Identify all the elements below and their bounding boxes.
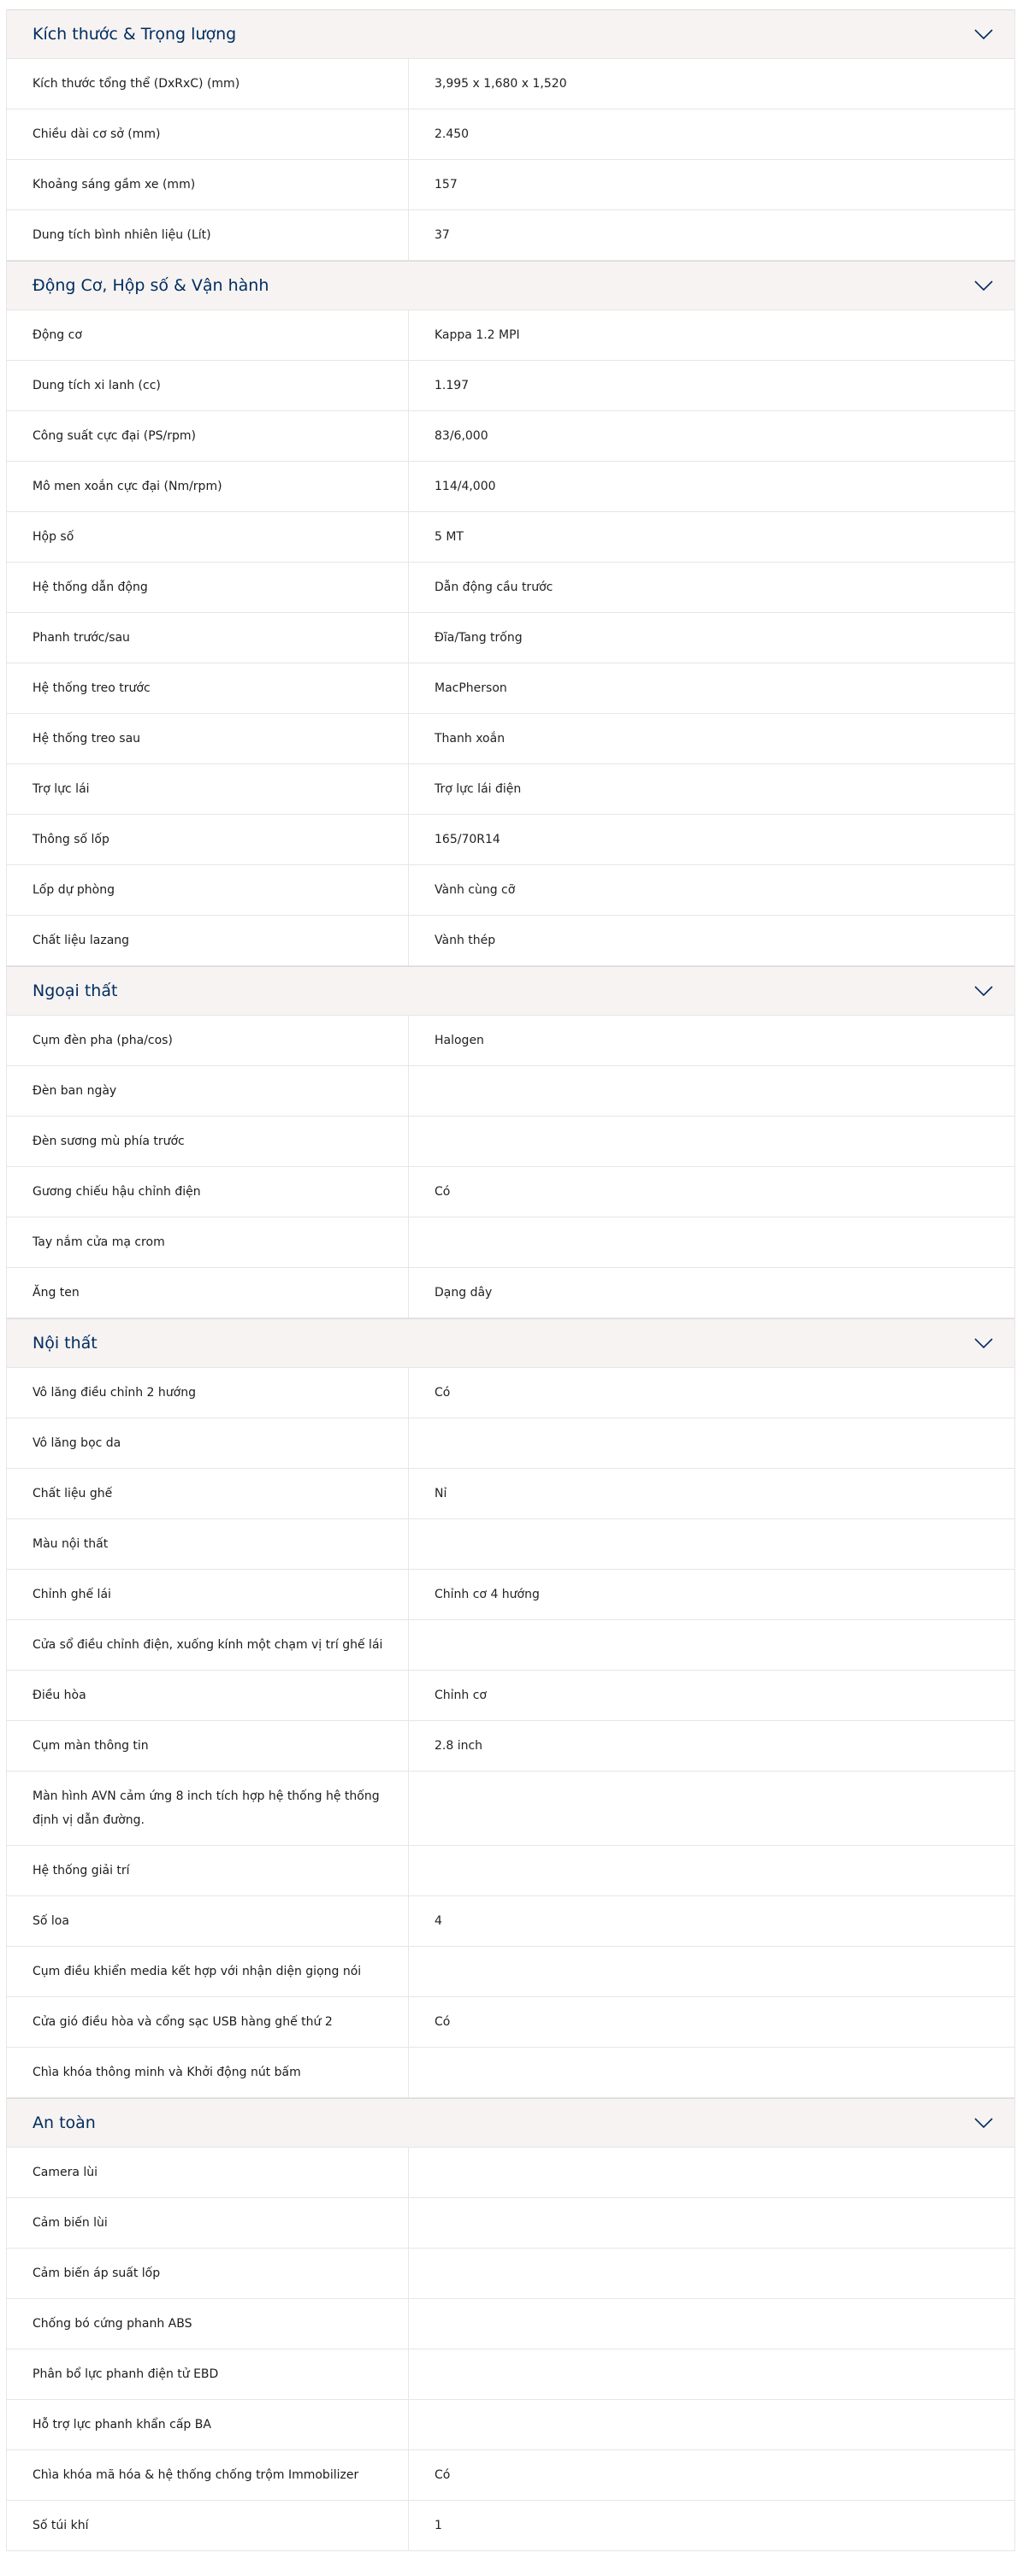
spec-label: Công suất cực đại (PS/rpm)	[7, 411, 409, 461]
section-title: Động Cơ, Hộp số & Vận hành	[33, 276, 269, 295]
spec-row	[7, 1469, 1014, 1519]
spec-value	[409, 1217, 1014, 1267]
spec-value: 165/70R14	[435, 833, 500, 846]
spec-row	[7, 2299, 1014, 2349]
spec-value: Chỉnh cơ	[435, 1689, 487, 1702]
spec-label: Chống bó cứng phanh ABS	[7, 2299, 409, 2349]
chevron-down-icon[interactable]	[973, 24, 994, 44]
spec-label: Phanh trước/sau	[7, 613, 409, 663]
spec-label: Gương chiếu hậu chỉnh điện	[7, 1167, 409, 1217]
spec-label: Màn hình AVN cảm ứng 8 inch tích hợp hệ thống hệ thống định vị dẫn đường.	[7, 1771, 409, 1845]
spec-label: Số loa	[7, 1896, 409, 1946]
spec-table	[6, 9, 1015, 2551]
spec-row	[7, 59, 1014, 109]
spec-value	[409, 2299, 1014, 2349]
spec-value: 37	[435, 228, 450, 242]
spec-label: Khoảng sáng gầm xe (mm)	[7, 160, 409, 209]
spec-value: Trợ lực lái điện	[435, 782, 522, 796]
spec-label: Cảm biến áp suất lốp	[7, 2249, 409, 2298]
spec-value	[409, 2400, 1014, 2449]
spec-row	[7, 1167, 1014, 1217]
spec-value: Chỉnh cơ 4 hướng	[435, 1588, 540, 1601]
spec-label: Camera lùi	[7, 2148, 409, 2197]
spec-row	[7, 2249, 1014, 2299]
spec-row	[7, 462, 1014, 512]
spec-value: Thanh xoắn	[435, 732, 506, 746]
spec-label: Cụm đèn pha (pha/cos)	[7, 1016, 409, 1065]
spec-value	[409, 1418, 1014, 1468]
spec-row	[7, 2148, 1014, 2198]
spec-label: Dung tích xi lanh (cc)	[7, 361, 409, 410]
section-title: Kích thước & Trọng lượng	[33, 25, 237, 44]
section-header-toggle[interactable]	[7, 2098, 1014, 2148]
spec-value: Vành thép	[435, 934, 496, 947]
spec-label: Chất liệu ghế	[7, 1469, 409, 1518]
spec-label: Tay nắm cửa mạ crom	[7, 1217, 409, 1267]
spec-row	[7, 2048, 1014, 2098]
spec-value: 2.8 inch	[435, 1739, 483, 1753]
chevron-down-icon[interactable]	[973, 2113, 994, 2133]
spec-value: 1.197	[435, 379, 470, 392]
spec-value	[409, 2249, 1014, 2298]
spec-row	[7, 1066, 1014, 1117]
spec-row	[7, 714, 1014, 764]
spec-section-an-toan	[6, 2098, 1015, 2551]
spec-value	[409, 2048, 1014, 2097]
spec-label: Chỉnh ghế lái	[7, 1570, 409, 1619]
spec-row	[7, 1016, 1014, 1066]
spec-row	[7, 1368, 1014, 1418]
section-header-toggle[interactable]	[7, 9, 1014, 59]
spec-label: Ăng ten	[7, 1268, 409, 1317]
spec-label: Cửa sổ điều chỉnh điện, xuống kính một chạm vị trí ghế lái	[7, 1620, 409, 1670]
spec-label: Vô lăng điều chỉnh 2 hướng	[7, 1368, 409, 1418]
spec-row	[7, 1671, 1014, 1721]
spec-label: Số túi khí	[7, 2501, 409, 2550]
spec-value	[409, 1066, 1014, 1116]
spec-value: Có	[435, 1386, 451, 1400]
spec-value: 83/6,000	[435, 429, 488, 443]
spec-value: 5 MT	[435, 530, 464, 544]
spec-row	[7, 2501, 1014, 2551]
spec-value: Kappa 1.2 MPI	[435, 328, 520, 342]
spec-row	[7, 1947, 1014, 1997]
spec-row	[7, 663, 1014, 714]
spec-label: Cụm màn thông tin	[7, 1721, 409, 1771]
spec-value	[409, 2349, 1014, 2399]
spec-value: Halogen	[435, 1034, 484, 1047]
spec-value	[409, 1117, 1014, 1166]
spec-row	[7, 1896, 1014, 1947]
spec-value: 4	[435, 1914, 442, 1928]
spec-label: Cụm điều khiển media kết hợp với nhận diện giọng nói	[7, 1947, 409, 1996]
spec-value: 2.450	[435, 127, 470, 141]
spec-value: Dạng dây	[435, 1286, 493, 1300]
spec-value: Có	[435, 1185, 451, 1199]
spec-value	[409, 1519, 1014, 1569]
spec-value: Có	[435, 2015, 451, 2029]
spec-row	[7, 1519, 1014, 1570]
spec-value	[409, 2198, 1014, 2248]
spec-label: Cửa gió điều hòa và cổng sạc USB hàng ghế thứ 2	[7, 1997, 409, 2047]
spec-value: 1	[435, 2519, 442, 2532]
spec-label: Đèn ban ngày	[7, 1066, 409, 1116]
spec-label: Trợ lực lái	[7, 764, 409, 814]
spec-section-kich-thuoc-trong-luong	[6, 9, 1015, 261]
spec-row	[7, 1771, 1014, 1846]
spec-section-dong-co-hop-so-van-hanh	[6, 261, 1015, 966]
spec-label: Chìa khóa thông minh và Khởi động nút bấm	[7, 2048, 409, 2097]
spec-value: 114/4,000	[435, 480, 496, 493]
spec-row	[7, 613, 1014, 663]
spec-label: Đèn sương mù phía trước	[7, 1117, 409, 1166]
spec-row	[7, 411, 1014, 462]
spec-label: Thông số lốp	[7, 815, 409, 864]
chevron-down-icon[interactable]	[973, 275, 994, 296]
spec-section-noi-that	[6, 1318, 1015, 2098]
spec-label: Màu nội thất	[7, 1519, 409, 1569]
spec-label: Hệ thống dẫn động	[7, 563, 409, 612]
spec-label: Kích thước tổng thể (DxRxC) (mm)	[7, 59, 409, 109]
spec-label: Mô men xoắn cực đại (Nm/rpm)	[7, 462, 409, 511]
spec-row	[7, 1721, 1014, 1771]
spec-row	[7, 865, 1014, 916]
spec-label: Chìa khóa mã hóa & hệ thống chống trộm Immobilizer	[7, 2450, 409, 2500]
spec-value: Dẫn động cầu trước	[435, 581, 553, 594]
spec-row	[7, 1846, 1014, 1896]
chevron-down-icon[interactable]	[973, 981, 994, 1001]
spec-row	[7, 1217, 1014, 1268]
spec-row	[7, 2198, 1014, 2249]
spec-value: Đĩa/Tang trống	[435, 631, 523, 645]
chevron-down-icon[interactable]	[973, 1333, 994, 1353]
spec-label: Điều hòa	[7, 1671, 409, 1720]
spec-value	[409, 1846, 1014, 1895]
spec-label: Chiều dài cơ sở (mm)	[7, 109, 409, 159]
spec-value	[409, 1771, 1014, 1845]
spec-row	[7, 1117, 1014, 1167]
spec-row	[7, 815, 1014, 865]
spec-row	[7, 2349, 1014, 2400]
spec-value: 3,995 x 1,680 x 1,520	[435, 77, 567, 91]
spec-row	[7, 2450, 1014, 2501]
spec-row	[7, 1620, 1014, 1671]
spec-label: Chất liệu lazang	[7, 916, 409, 965]
spec-value	[409, 2148, 1014, 2197]
section-header-toggle[interactable]	[7, 1318, 1014, 1368]
spec-label: Hệ thống treo trước	[7, 663, 409, 713]
section-header-toggle[interactable]	[7, 261, 1014, 310]
spec-row	[7, 160, 1014, 210]
spec-value: Nỉ	[435, 1487, 447, 1500]
spec-value	[409, 1620, 1014, 1670]
section-title: Ngoại thất	[33, 981, 118, 1000]
section-title: Nội thất	[33, 1334, 98, 1353]
spec-section-ngoai-that	[6, 966, 1015, 1318]
spec-label: Phân bổ lực phanh điện tử EBD	[7, 2349, 409, 2399]
spec-value: Có	[435, 2468, 451, 2482]
spec-row	[7, 310, 1014, 361]
spec-row	[7, 2400, 1014, 2450]
spec-row	[7, 1997, 1014, 2048]
spec-label: Lốp dự phòng	[7, 865, 409, 915]
spec-label: Hỗ trợ lực phanh khẩn cấp BA	[7, 2400, 409, 2449]
spec-row	[7, 512, 1014, 563]
spec-row	[7, 361, 1014, 411]
section-header-toggle[interactable]	[7, 966, 1014, 1016]
spec-label: Hộp số	[7, 512, 409, 562]
spec-value: 157	[435, 178, 458, 192]
spec-value: MacPherson	[435, 681, 507, 695]
spec-value	[409, 1947, 1014, 1996]
spec-row	[7, 764, 1014, 815]
spec-row	[7, 1418, 1014, 1469]
spec-label: Động cơ	[7, 310, 409, 360]
spec-label: Dung tích bình nhiên liệu (Lít)	[7, 210, 409, 260]
spec-row	[7, 109, 1014, 160]
spec-label: Vô lăng bọc da	[7, 1418, 409, 1468]
spec-label: Hệ thống giải trí	[7, 1846, 409, 1895]
spec-row	[7, 563, 1014, 613]
spec-row	[7, 210, 1014, 261]
spec-row	[7, 916, 1014, 966]
spec-row	[7, 1268, 1014, 1318]
spec-value: Vành cùng cỡ	[435, 883, 516, 897]
spec-row	[7, 1570, 1014, 1620]
spec-label: Hệ thống treo sau	[7, 714, 409, 763]
section-title: An toàn	[33, 2113, 96, 2132]
spec-label: Cảm biến lùi	[7, 2198, 409, 2248]
